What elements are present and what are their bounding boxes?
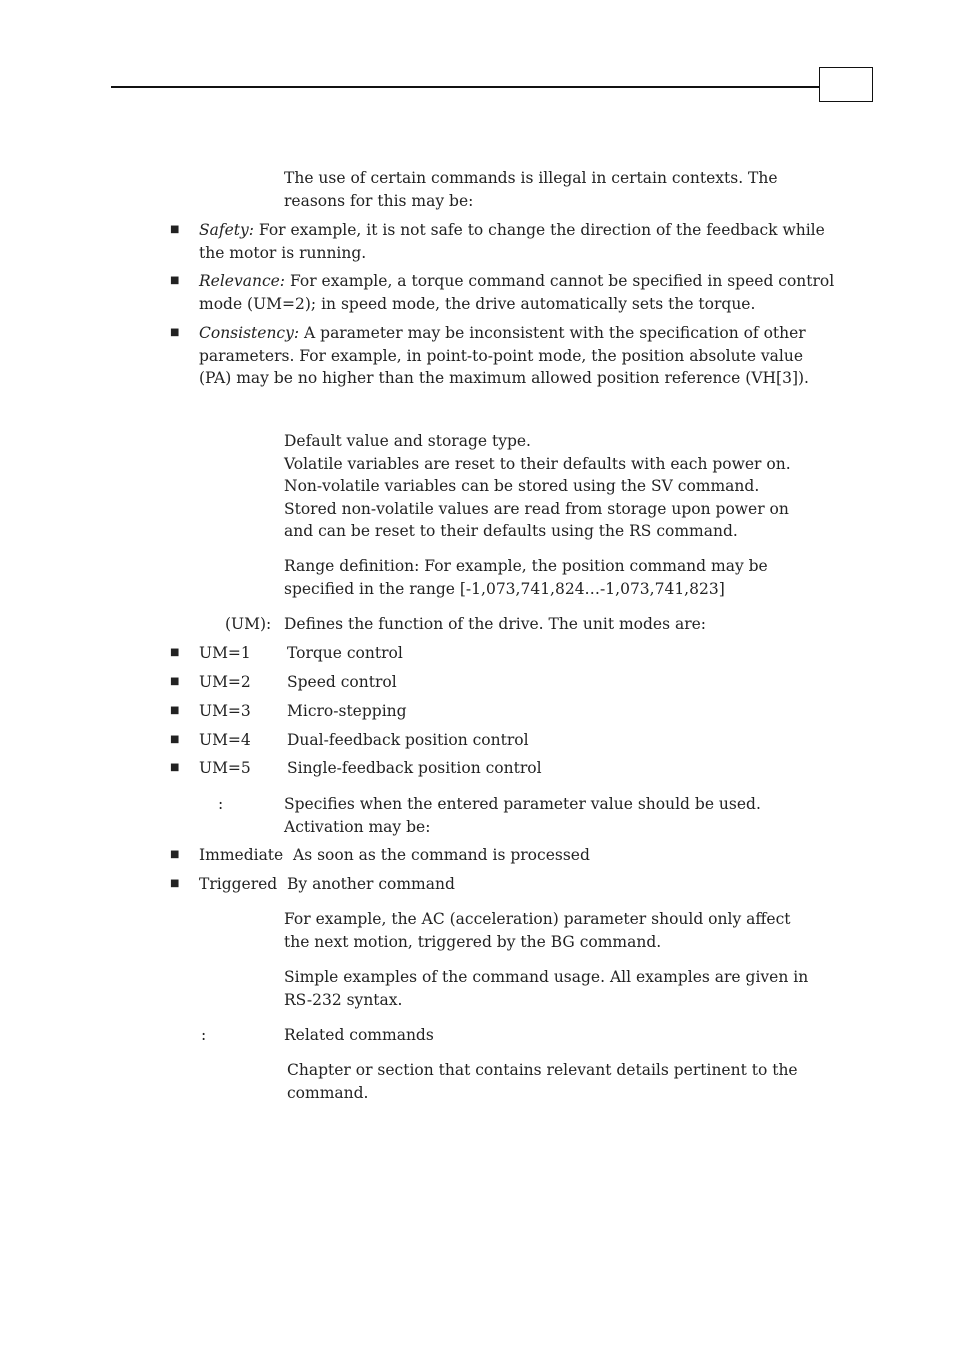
bullet-icon: ■ bbox=[170, 327, 180, 338]
mode-code: UM=3 bbox=[199, 702, 251, 720]
mode-code: UM=4 bbox=[199, 731, 251, 749]
mode-desc: Micro-stepping bbox=[287, 702, 407, 720]
default-line: Default value and storage type. bbox=[284, 432, 531, 450]
reason-text: mode (UM=2); in speed mode, the drive automatically sets the torque. bbox=[199, 294, 756, 313]
page-number-box bbox=[819, 67, 873, 102]
bullet-icon: ■ bbox=[170, 224, 180, 235]
bullet-icon: ■ bbox=[170, 275, 180, 286]
mode-code: UM=1 bbox=[199, 644, 251, 662]
reason-text: For example, a torque command cannot be specified in speed control bbox=[285, 272, 835, 290]
intro-line-1: The use of certain commands is illegal in certain contexts. The bbox=[284, 169, 778, 187]
activation-example-line: For example, the AC (acceleration) parameter should only affect bbox=[284, 910, 791, 928]
reason-consistency bbox=[199, 322, 809, 390]
chapter-line: Chapter or section that contains relevant details pertinent to the bbox=[287, 1061, 798, 1079]
reason-text: A parameter may be inconsistent with the specification of other bbox=[299, 324, 806, 342]
activation-line: Activation may be: bbox=[284, 817, 431, 836]
examples-line: RS-232 syntax. bbox=[284, 990, 403, 1009]
activation-desc: As soon as the command is processed bbox=[293, 846, 590, 864]
range-paragraph bbox=[284, 555, 768, 600]
default-paragraph bbox=[284, 430, 791, 543]
bullet-icon: ■ bbox=[170, 878, 180, 889]
bullet-icon: ■ bbox=[170, 676, 180, 687]
related-label: : bbox=[201, 1026, 207, 1044]
reason-safety bbox=[199, 219, 825, 264]
header-rule bbox=[111, 86, 819, 88]
examples-paragraph bbox=[284, 966, 808, 1011]
unit-mode-text: Defines the function of the drive. The unit modes are: bbox=[284, 615, 707, 633]
mode-desc: Single-feedback position control bbox=[287, 759, 542, 777]
intro-paragraph bbox=[284, 167, 778, 212]
activation-example-line: the next motion, triggered by the BG command. bbox=[284, 932, 662, 951]
activation-term: Immediate bbox=[199, 846, 284, 864]
reason-term: Safety: bbox=[199, 221, 254, 239]
reason-text: (PA) may be no higher than the maximum allowed position reference (VH[3]). bbox=[199, 369, 809, 387]
default-line: Volatile variables are reset to their defaults with each power on. bbox=[284, 454, 791, 473]
mode-desc: Speed control bbox=[287, 673, 397, 691]
mode-code: UM=2 bbox=[199, 673, 251, 691]
bullet-icon: ■ bbox=[170, 705, 180, 716]
mode-desc: Torque control bbox=[287, 644, 403, 662]
activation-term: Triggered bbox=[199, 875, 278, 893]
unit-mode-label: (UM): bbox=[225, 615, 272, 633]
activation-paragraph bbox=[284, 793, 761, 838]
reason-term: Consistency: bbox=[199, 324, 300, 342]
bullet-icon: ■ bbox=[170, 762, 180, 773]
examples-line: Simple examples of the command usage. All examples are given in bbox=[284, 968, 809, 986]
reason-text: the motor is running. bbox=[199, 243, 367, 262]
range-line: specified in the range [-1,073,741,824…-1,073,741,823] bbox=[284, 579, 725, 598]
reason-text: parameters. For example, in point-to-point mode, the position absolute value bbox=[199, 346, 804, 365]
chapter-line: command. bbox=[287, 1083, 369, 1102]
activation-example bbox=[284, 908, 790, 953]
default-line: and can be reset to their defaults using the RS command. bbox=[284, 522, 738, 540]
related-text: Related commands bbox=[284, 1026, 434, 1044]
bullet-icon: ■ bbox=[170, 849, 180, 860]
default-line: Stored non-volatile values are read from storage upon power on bbox=[284, 499, 789, 518]
mode-code: UM=5 bbox=[199, 759, 251, 777]
chapter-paragraph bbox=[287, 1059, 798, 1104]
mode-desc: Dual-feedback position control bbox=[287, 731, 529, 749]
intro-line-2: reasons for this may be: bbox=[284, 191, 474, 210]
reason-term: Relevance: bbox=[199, 272, 286, 290]
bullet-icon: ■ bbox=[170, 647, 180, 658]
range-line: Range definition: For example, the position command may be bbox=[284, 557, 768, 575]
reason-text: For example, it is not safe to change the direction of the feedback while bbox=[253, 221, 825, 239]
default-line: Non-volatile variables can be stored using the SV command. bbox=[284, 477, 760, 495]
bullet-icon: ■ bbox=[170, 734, 180, 745]
activation-line: Specifies when the entered parameter value should be used. bbox=[284, 795, 761, 813]
activation-label: : bbox=[218, 795, 224, 813]
reason-relevance bbox=[199, 270, 834, 315]
activation-desc: By another command bbox=[287, 875, 455, 893]
